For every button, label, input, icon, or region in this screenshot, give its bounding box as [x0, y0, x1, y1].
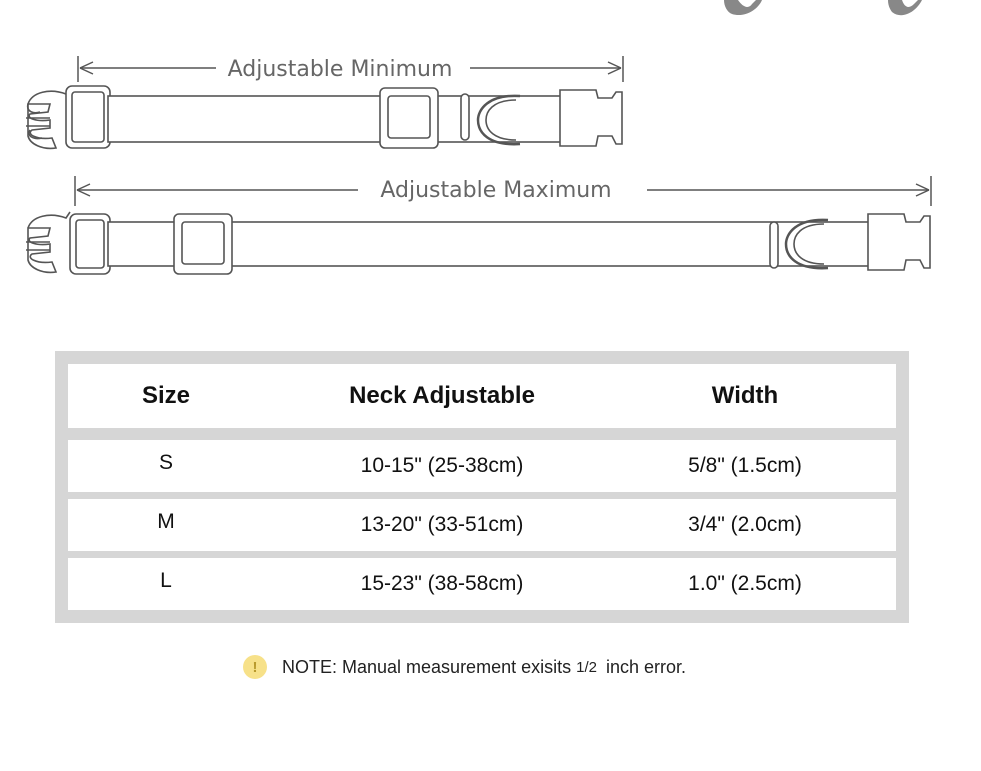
cell-size: M: [157, 510, 175, 533]
table-row: [68, 558, 896, 610]
cell-size: S: [158, 451, 173, 474]
cell-size: L: [160, 569, 172, 592]
table-row: [68, 499, 896, 551]
header-neck-adjustable: Neck Adjustable: [349, 382, 535, 409]
note-text-before: NOTE: Manual measurement exisits: [282, 656, 572, 677]
decorative-hook-shape: [724, 0, 922, 15]
header-size: Size: [141, 382, 191, 409]
max-dimension-label: Adjustable Maximum: [380, 178, 612, 203]
measurement-note: [243, 654, 686, 680]
table-row: [68, 440, 896, 492]
cell-width: 3/4" (2.0cm): [688, 513, 802, 536]
cell-neck: 10-15" (25-38cm): [360, 454, 524, 477]
cell-width: 1.0" (2.5cm): [688, 572, 802, 595]
min-collar: [26, 86, 622, 148]
min-dimension-label: Adjustable Minimum: [227, 57, 453, 82]
max-collar: [26, 212, 930, 274]
size-table: [55, 351, 909, 623]
note-text-after: inch error.: [605, 656, 687, 677]
cell-neck: 15-23" (38-58cm): [360, 572, 524, 595]
warning-icon: !: [243, 655, 267, 679]
cell-neck: 13-20" (33-51cm): [360, 513, 524, 536]
collar-diagram: [0, 0, 981, 300]
cell-width: 5/8" (1.5cm): [688, 454, 802, 477]
header-width: Width: [711, 382, 779, 409]
table-header-row: [68, 364, 896, 428]
note-fraction: 1/2: [576, 658, 597, 676]
